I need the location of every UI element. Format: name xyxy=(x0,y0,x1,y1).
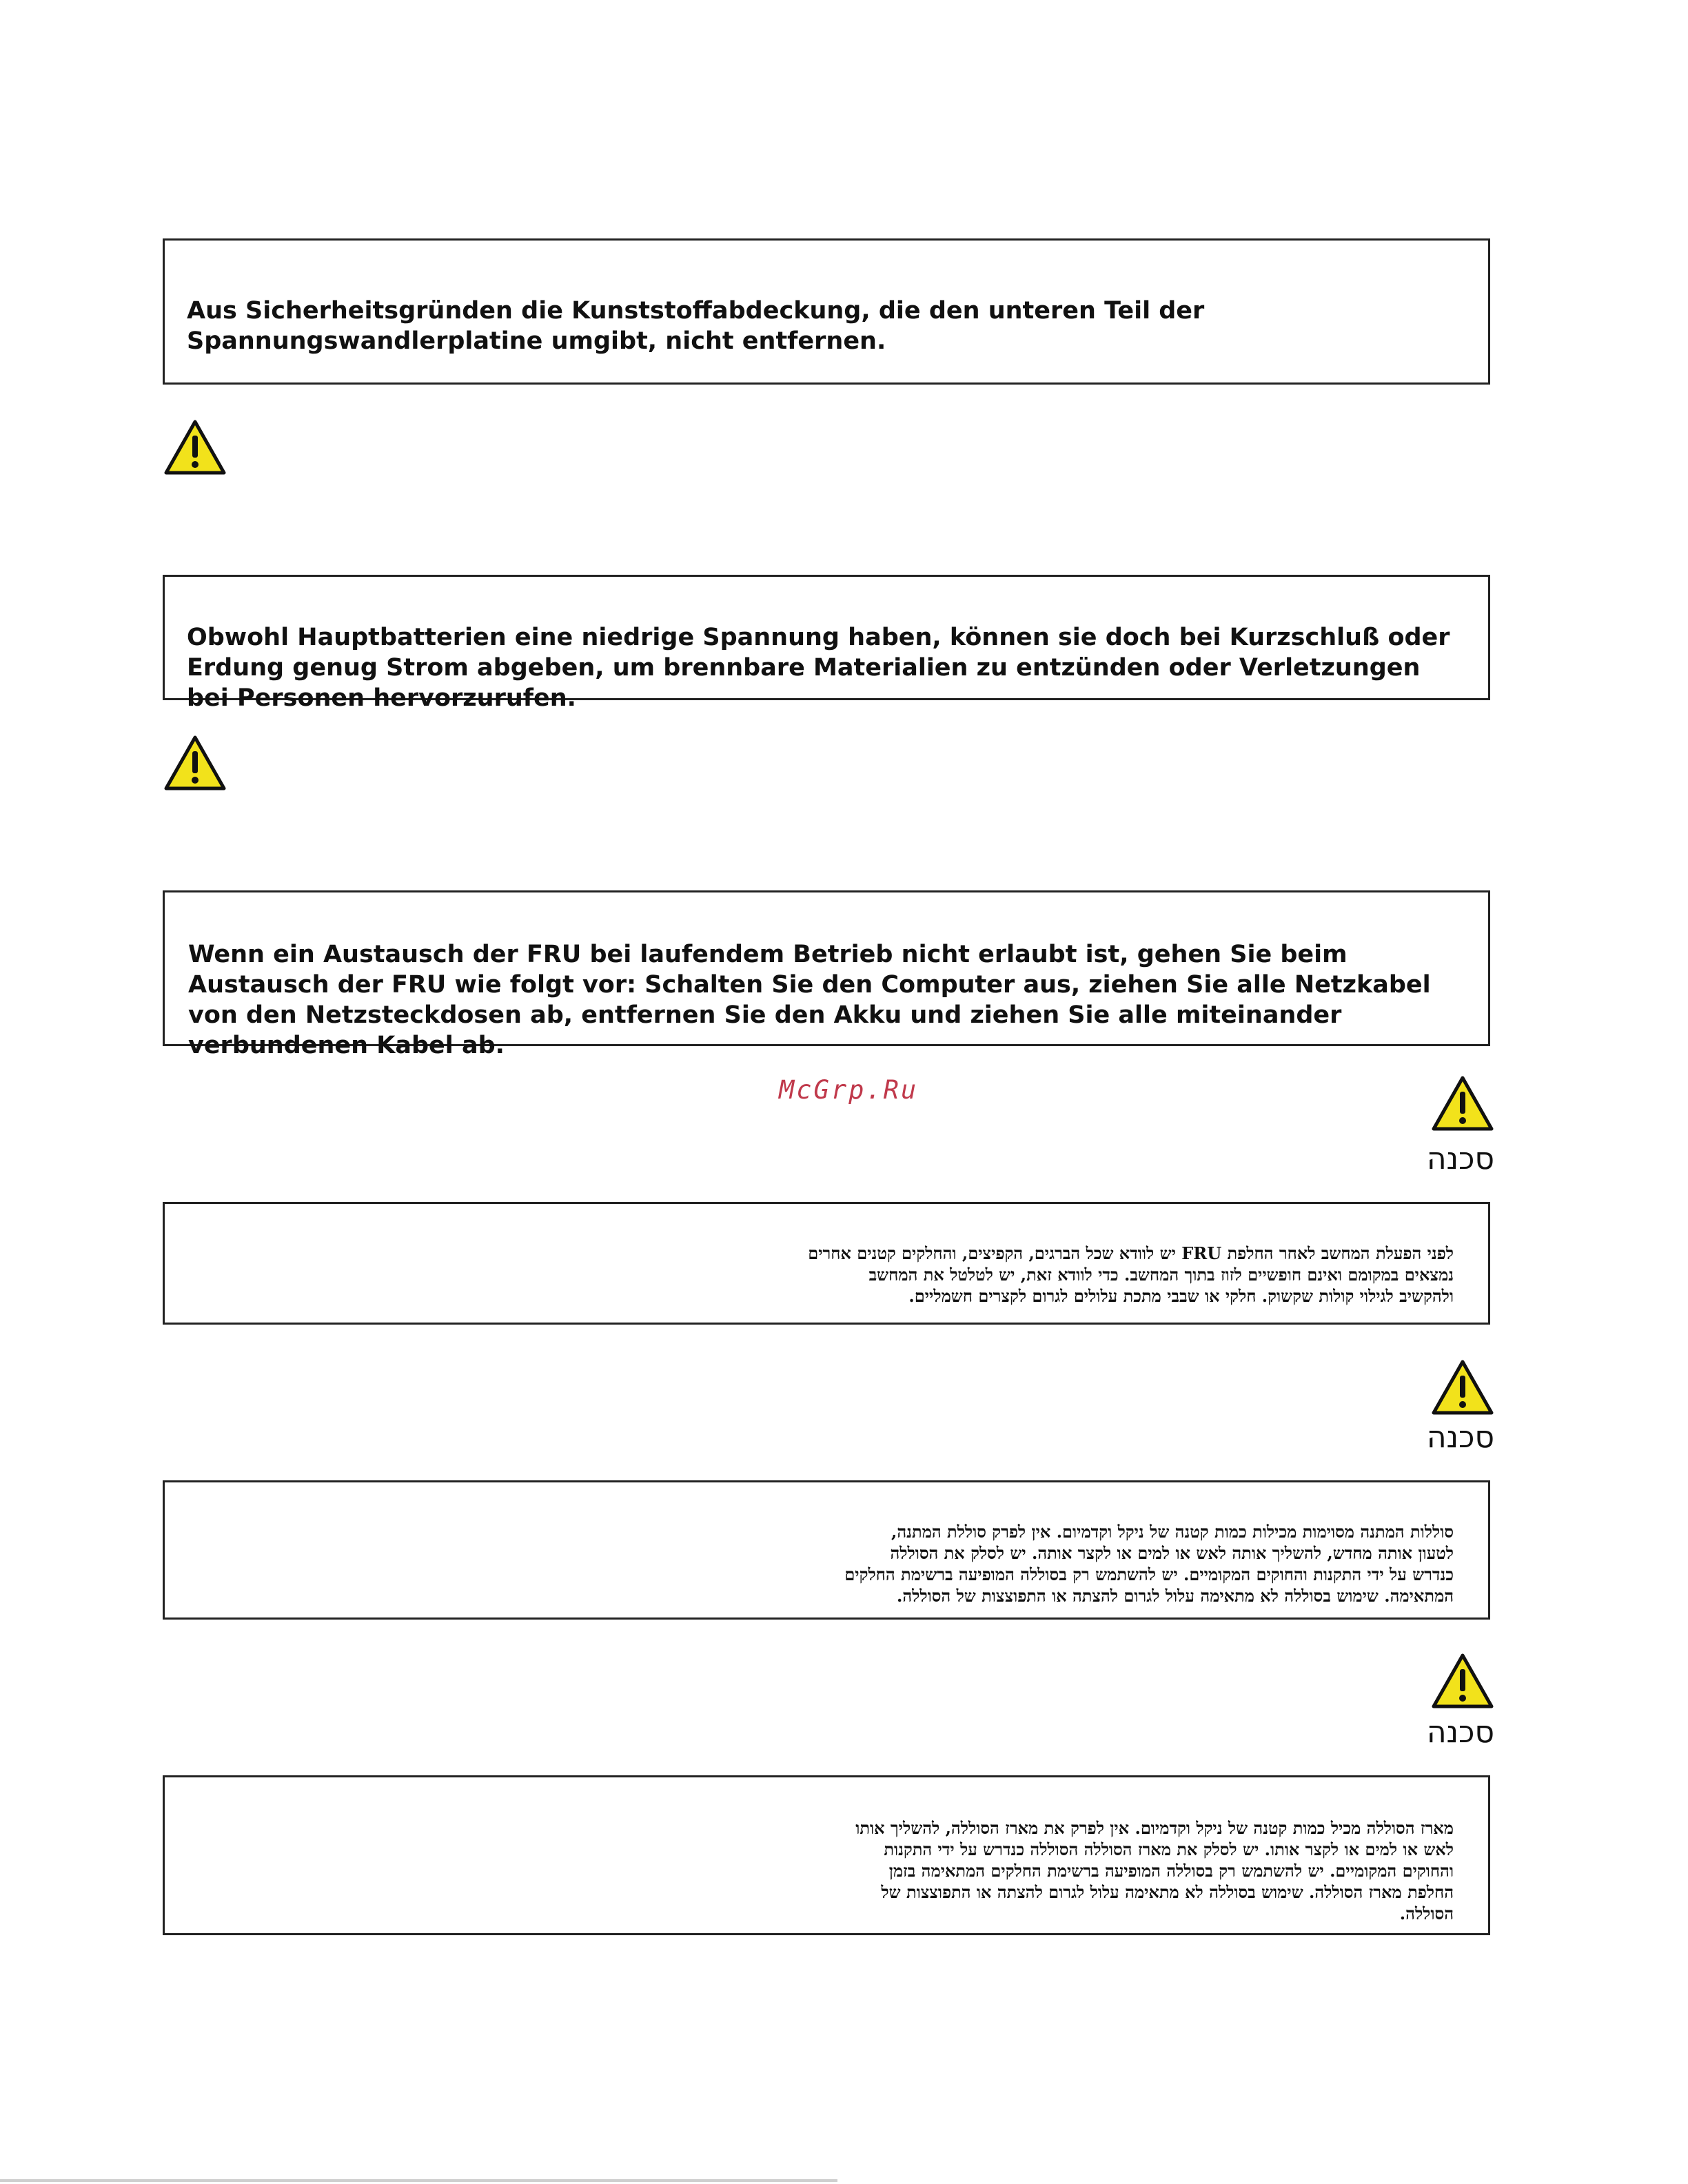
notice-line: כנדרש על ידי התקנות והחוקים המקומיים. יש להשתמש רק בסוללה המופיעה ברשימת החלקים xyxy=(844,1564,1454,1584)
notice-box-he-3 xyxy=(163,1775,1490,1935)
warning-triangle-icon xyxy=(163,735,227,791)
notice-line: נמצאים במקומם ואינם חופשיים לזוז בתוך המחשב. כדי לוודא זאת, יש לטלטל את המחשב xyxy=(868,1265,1454,1285)
notice-line: המתאימה. שימוש בסוללה לא מתאימה עלול לגרום להצתה או התפוצצות של הסוללה. xyxy=(897,1586,1454,1606)
notice-text-he xyxy=(855,1817,1454,1924)
notice-line: החלפת מארז הסוללה. שימוש בסוללה לא מתאימה עלול לגרום להצתה או התפוצצות של xyxy=(881,1882,1454,1902)
notice-box-he-1 xyxy=(163,1202,1490,1325)
notice-line: ולהקשיב לגילוי קולות שקשוק. חלקי או שבבי מתכת עלולים לגרום לקצרים חשמליים. xyxy=(908,1286,1454,1306)
watermark-text: McGrp.Ru xyxy=(779,1075,919,1105)
warning-triangle-icon xyxy=(163,419,227,476)
warning-triangle-icon xyxy=(1431,1653,1494,1709)
notice-box-de-1 xyxy=(163,238,1490,385)
notice-text-he xyxy=(844,1521,1454,1606)
notice-line: לפני הפעלת המחשב לאחר החלפת FRU יש לוודא שכל הברגים, הקפיצים, והחלקים קטנים אחרים xyxy=(808,1243,1454,1263)
warning-triangle-icon xyxy=(1431,1359,1494,1416)
notice-line: סוללות המתנה מסוימות מכילות כמות קטנה של ניקל וקדמיום. אין לפרק סוללת המתנה, xyxy=(891,1522,1454,1542)
notice-box-de-2 xyxy=(163,575,1490,712)
notice-box-de-3 xyxy=(163,890,1490,1059)
notice-line: לאש או למים או לקצר אותו. יש לסלק את מארז הסוללה הסוללה כנדרש על ידי התקנות xyxy=(884,1839,1454,1859)
notice-text-de: Obwohl Hauptbatterien eine niedrige Spannung haben, können sie doch bei Kurzschluß oder Erdung genug Strom abgeben, um brennbare Materialien zu entzünden oder Verletzungen bei Personen hervorzurufen. xyxy=(187,624,1450,712)
notice-box-he-2 xyxy=(163,1480,1490,1620)
notice-text-de: Aus Sicherheitsgründen die Kunststoffabdeckung, die den unteren Teil der Spannungswandlerplatine umgibt, nicht entfernen. xyxy=(187,297,1205,355)
notice-line: לטעון אותה מחדש, להשליך אותה לאש או למים או לקצר אותה. יש לסלק את הסוללה xyxy=(890,1543,1454,1563)
page-bottom-line xyxy=(0,2179,837,2182)
danger-label: סכנה xyxy=(1426,1715,1494,1750)
notice-text-he xyxy=(808,1243,1454,1307)
notice-line: מארז הסוללה מכיל כמות קטנה של ניקל וקדמיום. אין לפרק את מארז הסוללה, להשליך אותו xyxy=(855,1818,1454,1838)
notice-text-de: Wenn ein Austausch der FRU bei laufendem Betrieb nicht erlaubt ist, gehen Sie beim Austausch der FRU wie folgt vor: Schalten Sie den Computer aus, ziehen Sie alle Netzkabel von den Netzsteckdosen ab, entfernen Sie den Akku und ziehen Sie alle miteinander verbundenen Kabel ab. xyxy=(188,941,1431,1059)
danger-label: סכנה xyxy=(1426,1141,1494,1176)
notice-line: הסוללה. xyxy=(1399,1904,1454,1923)
notice-line: והחוקים המקומיים. יש להשתמש רק בסוללה המופיעה ברשימת החלקים המתאימה בזמן xyxy=(888,1861,1454,1881)
warning-triangle-icon xyxy=(1431,1075,1494,1132)
danger-label: סכנה xyxy=(1426,1420,1494,1455)
